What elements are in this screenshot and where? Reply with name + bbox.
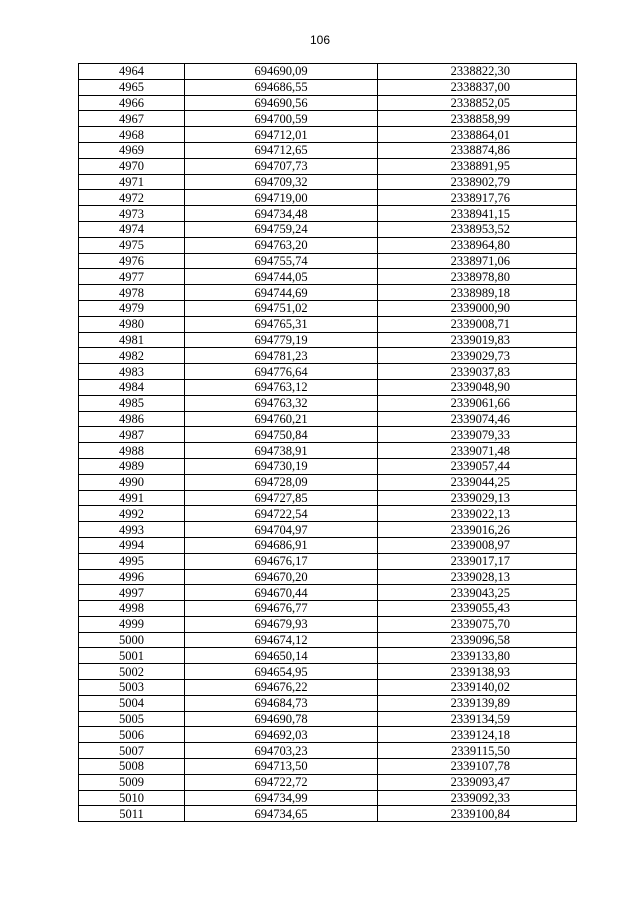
- point-number-cell: 4966: [79, 95, 185, 111]
- y-coordinate-cell: 2339100,84: [378, 806, 577, 822]
- table-row: [79, 601, 577, 617]
- x-coordinate-cell: 694674,12: [185, 632, 378, 648]
- x-coordinate-cell: 694719,00: [185, 190, 378, 206]
- x-coordinate-cell: 694670,44: [185, 585, 378, 601]
- y-coordinate-cell: 2339017,17: [378, 553, 577, 569]
- x-coordinate-cell: 694686,91: [185, 537, 378, 553]
- x-coordinate-cell: 694700,59: [185, 111, 378, 127]
- x-coordinate-cell: 694763,12: [185, 379, 378, 395]
- point-number-cell: 4965: [79, 79, 185, 95]
- x-coordinate-cell: 694690,56: [185, 95, 378, 111]
- y-coordinate-cell: 2338989,18: [378, 285, 577, 301]
- y-coordinate-cell: 2339134,59: [378, 711, 577, 727]
- table-row: [79, 443, 577, 459]
- y-coordinate-cell: 2338941,15: [378, 206, 577, 222]
- point-number-cell: 4997: [79, 585, 185, 601]
- table-row: [79, 253, 577, 269]
- x-coordinate-cell: 694650,14: [185, 648, 378, 664]
- y-coordinate-cell: 2339140,02: [378, 680, 577, 696]
- x-coordinate-cell: 694709,32: [185, 174, 378, 190]
- x-coordinate-cell: 694692,03: [185, 727, 378, 743]
- point-number-cell: 4981: [79, 332, 185, 348]
- point-number-cell: 4985: [79, 395, 185, 411]
- point-number-cell: 4980: [79, 316, 185, 332]
- point-number-cell: 5006: [79, 727, 185, 743]
- point-number-cell: 5011: [79, 806, 185, 822]
- table-row: [79, 537, 577, 553]
- x-coordinate-cell: 694759,24: [185, 221, 378, 237]
- x-coordinate-cell: 694684,73: [185, 695, 378, 711]
- table-row: [79, 427, 577, 443]
- point-number-cell: 4983: [79, 364, 185, 380]
- y-coordinate-cell: 2339139,89: [378, 695, 577, 711]
- x-coordinate-cell: 694765,31: [185, 316, 378, 332]
- y-coordinate-cell: 2338964,80: [378, 237, 577, 253]
- point-number-cell: 5001: [79, 648, 185, 664]
- x-coordinate-cell: 694676,77: [185, 601, 378, 617]
- y-coordinate-cell: 2338874,86: [378, 142, 577, 158]
- x-coordinate-cell: 694707,73: [185, 158, 378, 174]
- point-number-cell: 5009: [79, 774, 185, 790]
- table-row: [79, 206, 577, 222]
- table-row: [79, 806, 577, 822]
- point-number-cell: 4993: [79, 522, 185, 538]
- point-number-cell: 4995: [79, 553, 185, 569]
- table-row: [79, 585, 577, 601]
- table-row: [79, 616, 577, 632]
- table-row: [79, 95, 577, 111]
- y-coordinate-cell: 2338837,00: [378, 79, 577, 95]
- y-coordinate-cell: 2338852,05: [378, 95, 577, 111]
- table-row: [79, 127, 577, 143]
- x-coordinate-cell: 694779,19: [185, 332, 378, 348]
- point-number-cell: 4964: [79, 64, 185, 80]
- point-number-cell: 5008: [79, 759, 185, 775]
- x-coordinate-cell: 694734,48: [185, 206, 378, 222]
- table-row: [79, 237, 577, 253]
- point-number-cell: 4977: [79, 269, 185, 285]
- x-coordinate-cell: 694676,22: [185, 680, 378, 696]
- coordinates-table: [78, 63, 577, 822]
- y-coordinate-cell: 2339044,25: [378, 474, 577, 490]
- x-coordinate-cell: 694750,84: [185, 427, 378, 443]
- point-number-cell: 5004: [79, 695, 185, 711]
- y-coordinate-cell: 2339115,50: [378, 743, 577, 759]
- y-coordinate-cell: 2339138,93: [378, 664, 577, 680]
- x-coordinate-cell: 694734,99: [185, 790, 378, 806]
- point-number-cell: 4970: [79, 158, 185, 174]
- x-coordinate-cell: 694738,91: [185, 443, 378, 459]
- point-number-cell: 4994: [79, 537, 185, 553]
- y-coordinate-cell: 2339008,97: [378, 537, 577, 553]
- table-row: [79, 458, 577, 474]
- x-coordinate-cell: 694781,23: [185, 348, 378, 364]
- table-row: [79, 774, 577, 790]
- y-coordinate-cell: 2339093,47: [378, 774, 577, 790]
- y-coordinate-cell: 2339124,18: [378, 727, 577, 743]
- x-coordinate-cell: 694703,23: [185, 743, 378, 759]
- y-coordinate-cell: 2338891,95: [378, 158, 577, 174]
- y-coordinate-cell: 2339019,83: [378, 332, 577, 348]
- point-number-cell: 4998: [79, 601, 185, 617]
- x-coordinate-cell: 694760,21: [185, 411, 378, 427]
- y-coordinate-cell: 2339029,13: [378, 490, 577, 506]
- coordinates-table-body: [79, 64, 577, 822]
- y-coordinate-cell: 2339048,90: [378, 379, 577, 395]
- y-coordinate-cell: 2338978,80: [378, 269, 577, 285]
- table-row: [79, 711, 577, 727]
- table-row: [79, 695, 577, 711]
- table-row: [79, 300, 577, 316]
- table-row: [79, 158, 577, 174]
- y-coordinate-cell: 2339016,26: [378, 522, 577, 538]
- table-row: [79, 664, 577, 680]
- y-coordinate-cell: 2339028,13: [378, 569, 577, 585]
- table-row: [79, 364, 577, 380]
- table-row: [79, 395, 577, 411]
- point-number-cell: 4969: [79, 142, 185, 158]
- x-coordinate-cell: 694676,17: [185, 553, 378, 569]
- point-number-cell: 4988: [79, 443, 185, 459]
- table-row: [79, 64, 577, 80]
- point-number-cell: 4984: [79, 379, 185, 395]
- table-row: [79, 569, 577, 585]
- x-coordinate-cell: 694728,09: [185, 474, 378, 490]
- point-number-cell: 4967: [79, 111, 185, 127]
- y-coordinate-cell: 2339037,83: [378, 364, 577, 380]
- table-row: [79, 680, 577, 696]
- table-row: [79, 759, 577, 775]
- x-coordinate-cell: 694722,54: [185, 506, 378, 522]
- point-number-cell: 4968: [79, 127, 185, 143]
- y-coordinate-cell: 2339055,43: [378, 601, 577, 617]
- point-number-cell: 4996: [79, 569, 185, 585]
- y-coordinate-cell: 2339061,66: [378, 395, 577, 411]
- y-coordinate-cell: 2338864,01: [378, 127, 577, 143]
- table-row: [79, 522, 577, 538]
- y-coordinate-cell: 2339071,48: [378, 443, 577, 459]
- table-row: [79, 743, 577, 759]
- table-row: [79, 174, 577, 190]
- y-coordinate-cell: 2338858,99: [378, 111, 577, 127]
- y-coordinate-cell: 2338902,79: [378, 174, 577, 190]
- y-coordinate-cell: 2339107,78: [378, 759, 577, 775]
- y-coordinate-cell: 2339074,46: [378, 411, 577, 427]
- point-number-cell: 5003: [79, 680, 185, 696]
- x-coordinate-cell: 694686,55: [185, 79, 378, 95]
- table-row: [79, 553, 577, 569]
- table-row: [79, 221, 577, 237]
- x-coordinate-cell: 694722,72: [185, 774, 378, 790]
- y-coordinate-cell: 2338971,06: [378, 253, 577, 269]
- point-number-cell: 4990: [79, 474, 185, 490]
- x-coordinate-cell: 694690,78: [185, 711, 378, 727]
- x-coordinate-cell: 694755,74: [185, 253, 378, 269]
- x-coordinate-cell: 694734,65: [185, 806, 378, 822]
- point-number-cell: 4982: [79, 348, 185, 364]
- y-coordinate-cell: 2339057,44: [378, 458, 577, 474]
- y-coordinate-cell: 2339079,33: [378, 427, 577, 443]
- y-coordinate-cell: 2339133,80: [378, 648, 577, 664]
- table-row: [79, 285, 577, 301]
- point-number-cell: 4973: [79, 206, 185, 222]
- x-coordinate-cell: 694713,50: [185, 759, 378, 775]
- point-number-cell: 5002: [79, 664, 185, 680]
- y-coordinate-cell: 2339029,73: [378, 348, 577, 364]
- table-row: [79, 790, 577, 806]
- y-coordinate-cell: 2339075,70: [378, 616, 577, 632]
- x-coordinate-cell: 694679,93: [185, 616, 378, 632]
- table-row: [79, 474, 577, 490]
- x-coordinate-cell: 694690,09: [185, 64, 378, 80]
- point-number-cell: 4989: [79, 458, 185, 474]
- point-number-cell: 4992: [79, 506, 185, 522]
- y-coordinate-cell: 2339043,25: [378, 585, 577, 601]
- y-coordinate-cell: 2339022,13: [378, 506, 577, 522]
- point-number-cell: 4975: [79, 237, 185, 253]
- y-coordinate-cell: 2338822,30: [378, 64, 577, 80]
- x-coordinate-cell: 694776,64: [185, 364, 378, 380]
- x-coordinate-cell: 694670,20: [185, 569, 378, 585]
- point-number-cell: 5007: [79, 743, 185, 759]
- page-number: 106: [309, 33, 331, 47]
- point-number-cell: 4991: [79, 490, 185, 506]
- table-row: [79, 142, 577, 158]
- point-number-cell: 5005: [79, 711, 185, 727]
- x-coordinate-cell: 694744,69: [185, 285, 378, 301]
- x-coordinate-cell: 694712,01: [185, 127, 378, 143]
- point-number-cell: 4972: [79, 190, 185, 206]
- y-coordinate-cell: 2339096,58: [378, 632, 577, 648]
- x-coordinate-cell: 694763,20: [185, 237, 378, 253]
- table-row: [79, 190, 577, 206]
- point-number-cell: 5000: [79, 632, 185, 648]
- point-number-cell: 4986: [79, 411, 185, 427]
- point-number-cell: 4971: [79, 174, 185, 190]
- table-row: [79, 379, 577, 395]
- x-coordinate-cell: 694704,97: [185, 522, 378, 538]
- y-coordinate-cell: 2339008,71: [378, 316, 577, 332]
- point-number-cell: 4974: [79, 221, 185, 237]
- x-coordinate-cell: 694751,02: [185, 300, 378, 316]
- x-coordinate-cell: 694727,85: [185, 490, 378, 506]
- point-number-cell: 4978: [79, 285, 185, 301]
- table-row: [79, 648, 577, 664]
- table-row: [79, 632, 577, 648]
- table-row: [79, 79, 577, 95]
- point-number-cell: 4976: [79, 253, 185, 269]
- x-coordinate-cell: 694744,05: [185, 269, 378, 285]
- point-number-cell: 4999: [79, 616, 185, 632]
- x-coordinate-cell: 694654,95: [185, 664, 378, 680]
- x-coordinate-cell: 694763,32: [185, 395, 378, 411]
- table-row: [79, 348, 577, 364]
- y-coordinate-cell: 2338953,52: [378, 221, 577, 237]
- point-number-cell: 4987: [79, 427, 185, 443]
- point-number-cell: 4979: [79, 300, 185, 316]
- table-row: [79, 490, 577, 506]
- x-coordinate-cell: 694730,19: [185, 458, 378, 474]
- y-coordinate-cell: 2339000,90: [378, 300, 577, 316]
- table-row: [79, 316, 577, 332]
- point-number-cell: 5010: [79, 790, 185, 806]
- y-coordinate-cell: 2339092,33: [378, 790, 577, 806]
- table-row: [79, 332, 577, 348]
- y-coordinate-cell: 2338917,76: [378, 190, 577, 206]
- table-row: [79, 111, 577, 127]
- table-row: [79, 727, 577, 743]
- table-row: [79, 506, 577, 522]
- table-row: [79, 411, 577, 427]
- table-row: [79, 269, 577, 285]
- x-coordinate-cell: 694712,65: [185, 142, 378, 158]
